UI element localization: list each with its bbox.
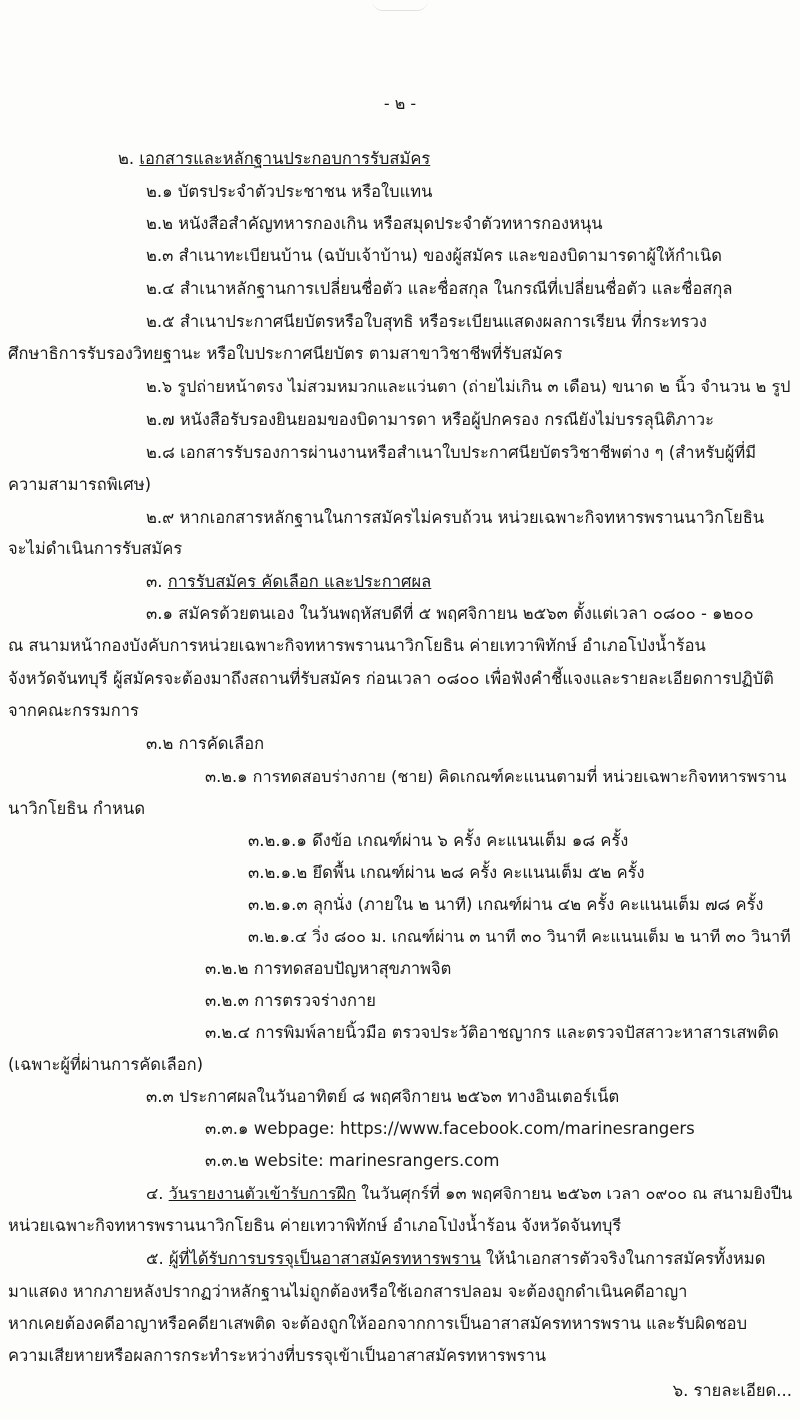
doc-item-8-cont: ความสามารถพิเศษ) (8, 475, 152, 494)
doc-item-7: ๒.๗ หนังสือรับรองยินยอมของบิดามารดา หรือผู้ปกครอง กรณียังไม่บรรลุนิติภาวะ (146, 410, 714, 429)
selection-heading: ๓.๒ การคัดเลือก (146, 734, 265, 753)
result-webpage: ๓.๓.๑ webpage: https://www.facebook.com/marinesrangers (205, 1119, 695, 1138)
physical-test: ๓.๒.๑ การทดสอบร่างกาย (ชาย) คิดเกณฑ์คะแนนตามที่ หน่วยเฉพาะกิจทหารพราน (205, 767, 787, 786)
section-4: ๔. วันรายงานตัวเข้ารับการฝึก ในวันศุกร์ที่ ๑๓ พฤศจิกายน ๒๕๖๓ เวลา ๐๙๐๐ ณ สนามยิงปืน (146, 1184, 793, 1203)
section-5-line-2: มาแสดง หากภายหลังปรากฏว่าหลักฐานไม่ถูกต้องหรือใช้เอกสารปลอม จะต้องถูกดำเนินคดีอาญา (8, 1282, 688, 1301)
doc-item-9: ๒.๙ หากเอกสารหลักฐานในการสมัครไม่ครบถ้วน หน่วยเฉพาะกิจทหารพรานนาวิกโยธิน (146, 508, 765, 527)
continued-label: ๖. รายละเอียด... (672, 1381, 792, 1400)
section-5-line-3: หากเคยต้องคดีอาญาหรือคดียาเสพติด จะต้องถูกให้ออกจากการเป็นอาสาสมัครทหารพราน และรับผิดชอบ (8, 1314, 748, 1333)
apply-para-2: ณ สนามหน้ากองบังคับการหน่วยเฉพาะกิจทหารพรานนาวิกโยธิน ค่ายเทวาพิทักษ์ อำเภอโป่งน้ำร้อน (8, 636, 706, 655)
medical-exam: ๓.๒.๓ การตรวจร่างกาย (205, 991, 376, 1010)
section-3-heading: ๓. การรับสมัคร คัดเลือก และประกาศผล (146, 572, 432, 591)
doc-item-6: ๒.๖ รูปถ่ายหน้าตรง ไม่สวมหมวกและแว่นตา (ถ่ายไม่เกิน ๓ เดือน) ขนาด ๒ นิ้ว จำนวน ๒ รูป (146, 377, 791, 396)
test-pushup: ๓.๒.๑.๒ ยึดพื้น เกณฑ์ผ่าน ๒๘ ครั้ง คะแนนเต็ม ๕๒ ครั้ง (248, 863, 645, 882)
apply-para-1: ๓.๑ สมัครด้วยตนเอง ในวันพฤหัสบดีที่ ๕ พฤศจิกายน ๒๕๖๓ ตั้งแต่เวลา ๐๘๐๐ - ๑๒๐๐ (146, 604, 754, 623)
doc-item-8: ๒.๘ เอกสารรับรองการผ่านงานหรือสำเนาใบประกาศนียบัตรวิชาชีพต่าง ๆ (สำหรับผู้ที่มี (146, 443, 757, 462)
punch-mark (372, 0, 428, 11)
doc-item-3: ๒.๓ สำเนาทะเบียนบ้าน (ฉบับเจ้าบ้าน) ของผู้สมัคร และของบิดามารดาผู้ให้กำเนิด (146, 246, 722, 265)
page-number: - ๒ - (383, 94, 417, 113)
test-situp: ๓.๒.๑.๓ ลุกนั่ง (ภายใน ๒ นาที) เกณฑ์ผ่าน ๔๒ ครั้ง คะแนนเต็ม ๗๘ ครั้ง (248, 895, 764, 914)
result-website: ๓.๓.๒ website: marinesrangers.com (205, 1151, 500, 1170)
section-4-cont: หน่วยเฉพาะกิจทหารพรานนาวิกโยธิน ค่ายเทวาพิทักษ์ อำเภอโป่งน้ำร้อน จังหวัดจันทบุรี (8, 1216, 622, 1235)
test-run: ๓.๒.๑.๔ วิ่ง ๘๐๐ ม. เกณฑ์ผ่าน ๓ นาที ๓๐ วินาที คะแนนเต็ม ๒ นาที ๓๐ วินาที (248, 927, 791, 946)
section-5: ๕. ผู้ที่ได้รับการบรรจุเป็นอาสาสมัครทหารพราน ให้นำเอกสารตัวจริงในการสมัครทั้งหมด (146, 1249, 766, 1268)
doc-item-5: ๒.๕ สำเนาประกาศนียบัตรหรือใบสุทธิ หรือระเบียนแสดงผลการเรียน ที่กระทรวง (146, 312, 707, 331)
mental-test: ๓.๒.๒ การทดสอบปัญหาสุขภาพจิต (205, 959, 452, 978)
apply-para-4: จากคณะกรรมการ (8, 701, 139, 720)
apply-para-3: จังหวัดจันทบุรี ผู้สมัครจะต้องมาถึงสถานที่รับสมัคร ก่อนเวลา ๐๘๐๐ เพื่อฟังคำชี้แจงและรายละเอียดการปฏิบัติ (8, 669, 774, 688)
section-2-heading: ๒. เอกสารและหลักฐานประกอบการรับสมัคร (118, 149, 431, 168)
physical-test-cont: นาวิกโยธิน กำหนด (8, 799, 146, 818)
section-5-line-4: ความเสียหายหรือผลการกระทำระหว่างที่บรรจุเข้าเป็นอาสาสมัครทหารพราน (8, 1346, 547, 1365)
test-pullup: ๓.๒.๑.๑ ดึงข้อ เกณฑ์ผ่าน ๖ ครั้ง คะแนนเต็ม ๑๘ ครั้ง (248, 831, 629, 850)
fingerprint-check: ๓.๒.๔ การพิมพ์ลายนิ้วมือ ตรวจประวัติอาชญากร และตรวจปัสสาวะหาสารเสพติด (205, 1023, 779, 1042)
fingerprint-check-cont: (เฉพาะผู้ที่ผ่านการคัดเลือก) (8, 1055, 204, 1074)
result-announcement: ๓.๓ ประกาศผลในวันอาทิตย์ ๘ พฤศจิกายน ๒๕๖๓ ทางอินเตอร์เน็ต (146, 1087, 620, 1106)
doc-item-2: ๒.๒ หนังสือสำคัญทหารกองเกิน หรือสมุดประจำตัวทหารกองหนุน (146, 214, 603, 233)
doc-item-1: ๒.๑ บัตรประจำตัวประชาชน หรือใบแทน (146, 182, 433, 201)
doc-item-9-cont: จะไม่ดำเนินการรับสมัคร (8, 539, 183, 558)
doc-item-4: ๒.๔ สำเนาหลักฐานการเปลี่ยนชื่อตัว และชื่อสกุล ในกรณีที่เปลี่ยนชื่อตัว และชื่อสกุล (146, 279, 733, 298)
doc-item-5-cont: ศึกษาธิการรับรองวิทยฐานะ หรือใบประกาศนียบัตร ตามสาขาวิชาชีพที่รับสมัคร (8, 344, 563, 363)
